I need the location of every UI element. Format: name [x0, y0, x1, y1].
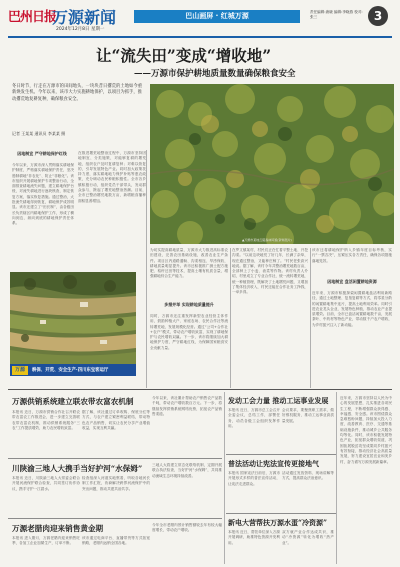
story-1-column-3: 今年以来，该社累计帮助农户销售农产品数千吨，带动农户增收数百万元。下一步，将继续发挥供销系统网络优势，拓宽农产品销售渠道。	[152, 396, 222, 416]
farm-photo-graphic	[10, 272, 136, 364]
story-headline-2: 川陕渝三地人大携手当好护河“水保姆”	[12, 464, 143, 473]
forest-photo-caption: ▲万源市某地丘陵森林风貌(资料图片)	[242, 238, 292, 242]
story-headline-3: 万源老腊肉迎来销售黄金期	[12, 524, 104, 533]
story-headline-6: 新电大营帮扶万源水蛋“冷资源”	[228, 518, 328, 527]
story-4-column-2: 会议要求，要聚焦职工需求，做好维权服务，推动工运事业高质量发展。	[282, 408, 334, 423]
section-divider	[226, 513, 336, 514]
section-title: 万源新闻	[52, 8, 117, 27]
story-6-column-2: 双方就产业合作达成共识，推动“冷资源”转化为增收“热产业”。	[282, 530, 334, 545]
page-number: 3	[368, 6, 388, 26]
column-divider	[336, 392, 337, 564]
subsection-heading-1: 因地制宜 严守耕地保护红线	[17, 151, 67, 156]
slogan-tag: 万源	[12, 366, 28, 375]
lead-body-column-3: 为切实提高耕地质量，万源市大力推进高标准农田建设，完善农田基础设施，改善农业生产条件。项目区内道路通畅、沟渠相连、旱涝保收，耕地质量明显提升。该市还积极推广测土配方施肥、秸秆还田等技术，提高土壤有机质含量，增强耕地综合生产能力。	[150, 248, 228, 279]
lead-headline: 让“流失田”变成“增收地”	[96, 46, 272, 65]
story-5-column-2: 活动通过发放资料、现场讲解等方式，提高群众法治意识。	[282, 471, 334, 481]
masthead	[8, 4, 392, 38]
column-divider	[310, 248, 311, 388]
subsection-heading-3: 因地制宜 盘活闲置耕地资源	[327, 279, 377, 284]
slogan-band	[10, 364, 136, 376]
lead-subhead: ——万源市保护耕地质量数量确保粮食安全	[134, 69, 296, 79]
column-divider	[230, 248, 231, 388]
lead-body-column-4: 同时，万源市还注重发挥新型农业经营主体作用，鼓励种植大户、家庭农场、农民合作社等流转撂荒地，发展规模化经营。通过“公司+合作社+农户”模式，带动农户增收致富，实现了耕地保护与农民增收双赢。下一步，该市将继续加大耕地保护力度，严守耕地红线，为保障国家粮食安全贡献力量。	[150, 314, 228, 350]
story-5-column-1: 本报讯 国家宪法日前后，万源市开展形式多样的普法宣传活动，让宪法走进群众。	[228, 471, 280, 486]
story-3-column-3: 今年全市老腊肉预计销售额较去年有较大幅度增长，带动农户增收。	[152, 523, 222, 533]
lead-body-column-1: 今年以来，万源市深入贯彻落实耕地保护制度，严格落实耕地保护责任，坚决遏制耕地“非农化”、防止“非粮化”。该市组织开展耕地保护专项整治行动，全面排查耕地流失问题，建立耕地保护台账，对流失耕地进行逐块核查，制定恢复方案，落实恢复措施。通过整治，大批流失耕地得到恢复，耕地保护成效明显。该市还建立了“田长制”，由各级田长负责辖区内耕地保护工作，形成了横向到边、纵向到底的耕地保护责任体系。	[12, 163, 74, 226]
section-divider	[8, 518, 222, 519]
forest-photo-graphic	[150, 84, 394, 244]
editor-credits: 责任编辑:唐晓 编辑:李晓燕 校对:张三	[310, 10, 363, 19]
lead-body-column-6a: 该市还将耕地保护纳入乡镇年度目标考核，实行“一票否决”，压紧压实各方责任，确保各项措施落地见效。	[312, 248, 392, 263]
farm-terrace-photo	[10, 272, 136, 364]
section-divider	[8, 389, 392, 390]
masthead-rule	[8, 36, 392, 38]
slogan-text: 耕保、开荒、安全生产·四川东宝客运厅	[32, 368, 109, 373]
story-1-column-1: 本报讯 近日，万源市供销合作社召开联农带农富农工作推进会，进一步建立完善联农带农富农机制，推动供销系统服务“三农”工作提质增效，助力农民增收致富。	[12, 410, 80, 430]
story-headline-4: 发动工会力量 推动工运事业发展	[228, 396, 329, 405]
story-headline-5: 普法活动让宪法宣传更接地气	[228, 459, 319, 468]
lead-body-column-6b: 近年来，万源市积极探索闲置耕地盘活利用新路径，通过土地整理、复垦复耕等方式，将零星分散的闲置耕地集中连片，提高土地利用效率。同时引进农业龙头企业，发展特色种植，推动农业产业提质增效。目前，全市已盘活闲置耕地数千亩，发展茶叶、中药材等特色产业，带动数千户农户增收，为乡村振兴注入了新动能。	[312, 291, 392, 327]
section-divider	[8, 458, 222, 459]
right-sidebar-column: 近年来，万源市坚持以人民为中心的发展思想，扎实推进各项民生工程，不断增强群众获得感、幸福感、安全感。该市围绕群众急难愁盼问题，持续加大投入力度，改善教育、医疗、交通等基础设施条件，推动城乡公共服务均等化。同时，该市积极发展特色产业，拓宽群众增收渠道，巩固拓展脱贫攻坚成果同乡村振兴有效衔接，推动经济社会高质量发展，努力建设宜居宜业和美乡村，奋力谱写万源发展新篇章。	[340, 396, 392, 464]
story-headline-1: 万源供销系统建立联农带农富农机制	[12, 397, 134, 406]
story-3-column-2: 该市通过电商平台、直播带货等方式拓宽销路，老腊肉远销全国各地。	[82, 536, 150, 546]
story-2-column-1: 本报讯 近日，川陕渝三地人大常委会联合开展河流保护联合检查，共同签订协作协议，携手守护一江碧水。	[12, 476, 80, 491]
issue-date: 2024年12月8日 星期一	[56, 27, 105, 32]
story-2-column-3: 三地人大将建立常态化联络机制，定期开展联合执法检查，当好护河“水保姆”，共同推动流域生态环境持续改善。	[152, 463, 222, 478]
subsection-heading-2: 多措并举 实现耕地质量提升	[164, 302, 214, 307]
newspaper-logo: 巴州日报	[8, 10, 57, 25]
lead-paragraph: 冬日时节，行走在万源市的田间地头，一块块昔日撂荒的土地如今重新焕发生机。今年以来，该市大力实施耕地保护，以项目为抓手，推动撂荒地复耕复种，确保粮食安全。	[12, 84, 142, 102]
lead-body-column-2: 在推进撂荒地整治过程中，万源市坚持因地制宜、分类施策，对能够复耕的撂荒地，组织农户及时复耕复种；对难以恢复的，引导发展特色产业。同时加大政策扶持力度，落实耕地地力保护补贴等惠农政策，充分调动农民种粮积极性。全市各乡镇积极行动，组织党员干部带头，发动群众参与，掀起了撂荒地整治热潮。目前，全市已整治撂荒地数万亩，新增粮食播种面积显著增加。	[78, 151, 146, 203]
column-divider	[224, 392, 225, 564]
section-divider	[226, 454, 336, 455]
section-banner: 巴山画屏 · 红城万源	[134, 10, 300, 23]
lead-byline: 记者 王某某 通讯员 李某某 摄	[12, 131, 66, 136]
forest-aerial-photo	[150, 84, 394, 244]
column-divider	[146, 150, 147, 388]
story-4-column-1: 本报讯 近日，万源市总工会召开全委会议，总结工作，部署任务，动员各级工会组织发挥作用。	[228, 408, 280, 428]
story-6-column-1: 本报讯 近日，帮扶单位深入万源开展调研，助推特色资源开发利用。	[228, 530, 280, 545]
story-3-column-1: 本报讯 进入腊月，万源老腊肉迎来销售旺季，各加工企业加紧生产，订单不断。	[12, 536, 80, 546]
story-2-column-2: 检查组深入河道实地察看，听取各地河长制工作汇报，协商解决跨界河流保护中的突出问题，推动共建共治共享。	[82, 476, 150, 491]
story-1-column-2: 据了解，该社通过订单收购、保底分红等方式，与农户建立紧密利益联结，带动特色农产品销售，切实让农民分享产业增值收益，实现互利共赢。	[82, 410, 150, 430]
lead-body-column-5: 在罗文镇某村，村民们正在忙着平整土地、开挖沟渠。“以前这块地荒了好几年，长满了杂草，现在通过整治，又能种庄稼了。”村民老张高兴地说。据了解，该村今年共整治撂荒地数百亩，全部种上了小麦、油菜等作物。该村负责人介绍，村里成立了专业合作社，统一流转撂荒地，统一种植管理，既解决了土地撂荒问题，又增加了集体经济收入，村民还能在合作社务工挣钱，一举多得。	[232, 248, 308, 295]
